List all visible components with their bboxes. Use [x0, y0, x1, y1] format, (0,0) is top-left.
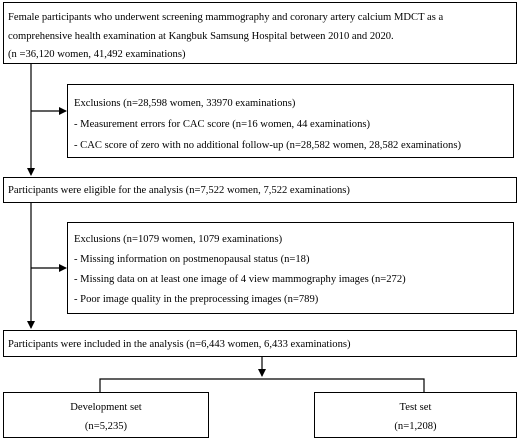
- exclusion1-title: Exclusions (n=28,598 women, 33970 examinations): [74, 98, 296, 109]
- test-set-count: (n=1,208): [394, 421, 437, 432]
- exclusion1-item: - Measurement errors for CAC score (n=16 women, 44 examinations): [74, 119, 371, 130]
- initial-population-line2: comprehensive health examination at Kangbuk Samsung Hospital between 2010 and 2020.: [8, 31, 394, 42]
- development-set-box: [3, 392, 209, 438]
- eligible-box: [3, 177, 517, 203]
- development-set-title: Development set: [70, 402, 142, 413]
- initial-population-line1: Female participants who underwent screening mammography and coronary artery calcium MDCT as a: [8, 12, 444, 23]
- test-set-box: [314, 392, 517, 438]
- initial-population-count: (n =36,120 women, 41,492 examinations): [8, 49, 186, 60]
- included-box: [3, 330, 517, 357]
- included-text: Participants were included in the analysis (n=6,443 women, 6,433 examinations): [8, 339, 351, 350]
- split-connector: [100, 379, 424, 392]
- eligible-text: Participants were eligible for the analysis (n=7,522 women, 7,522 examinations): [8, 185, 350, 196]
- exclusion2-item: - Poor image quality in the preprocessing images (n=789): [74, 294, 319, 305]
- exclusion1-item: - CAC score of zero with no additional follow-up (n=28,582 women, 28,582 examinations): [74, 140, 461, 151]
- exclusion2-item: - Missing information on postmenopausal status (n=18): [74, 254, 310, 265]
- exclusion2-title: Exclusions (n=1079 women, 1079 examinations): [74, 234, 283, 245]
- development-set-count: (n=5,235): [84, 421, 128, 432]
- exclusion2-box: [67, 222, 514, 314]
- exclusion1-box: [67, 84, 514, 158]
- test-set-title: Test set: [399, 402, 432, 413]
- exclusion2-item: - Missing data on at least one image of 4 view mammography images (n=272): [74, 274, 406, 285]
- initial-population-box: [3, 2, 517, 64]
